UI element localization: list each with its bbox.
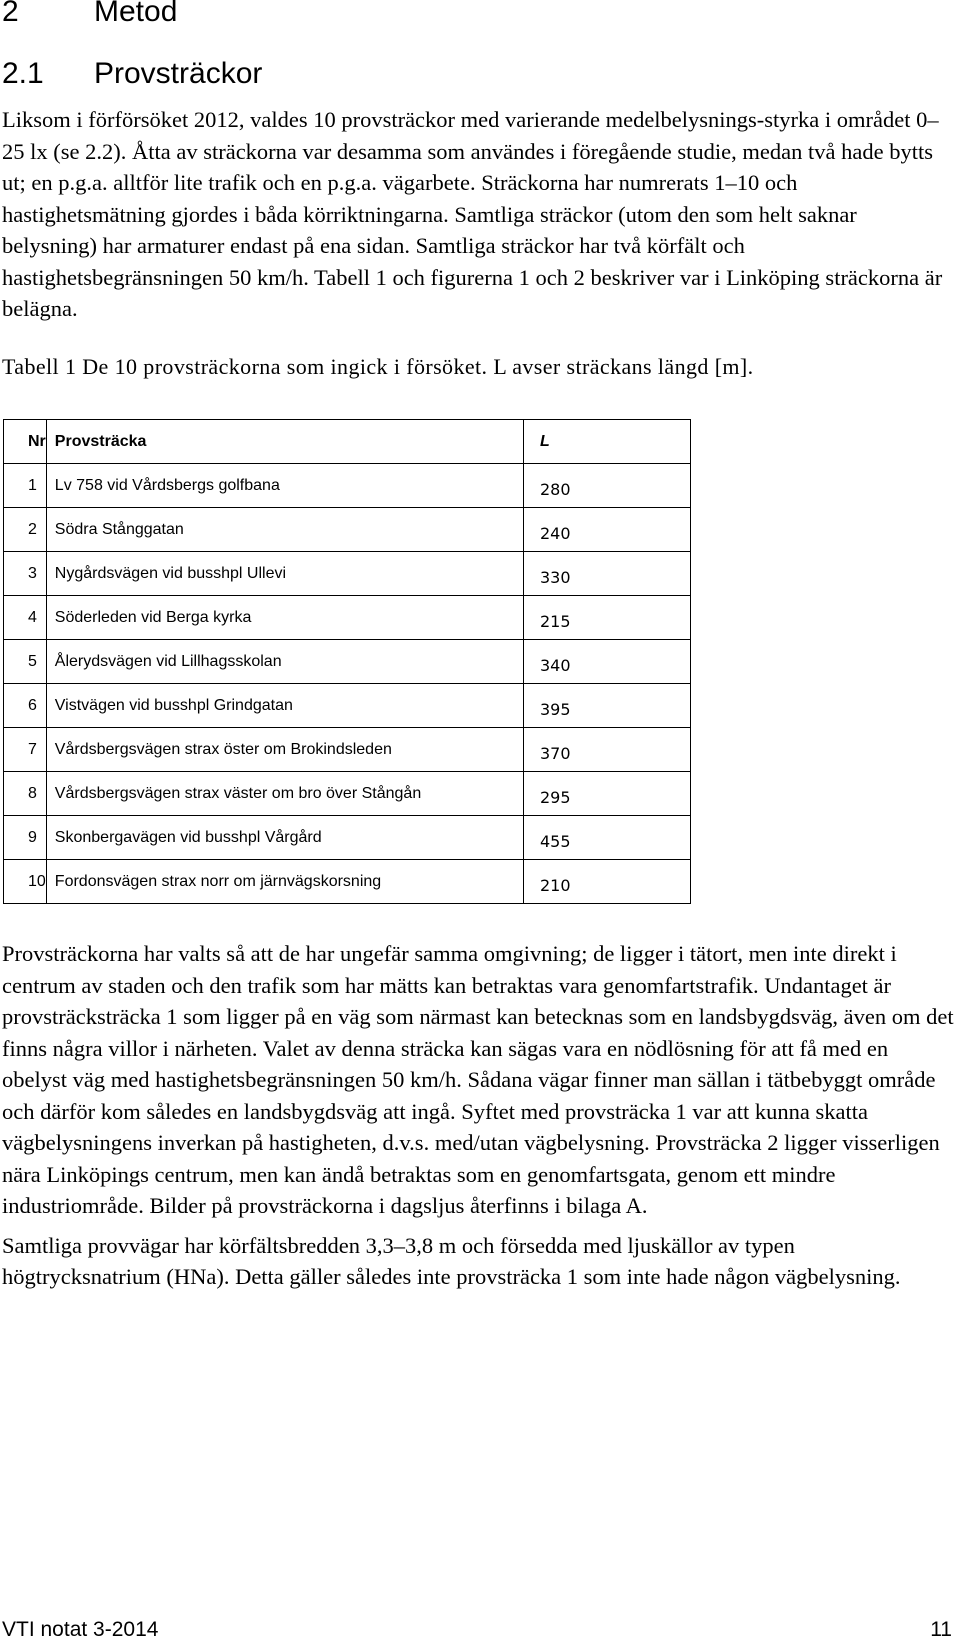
table-row (4, 508, 691, 552)
footer-page-number: 11 (930, 1618, 952, 1641)
test-sections-table (3, 419, 691, 904)
cell-length: 210 (524, 864, 691, 908)
table-row (4, 860, 691, 904)
cell-nr: 7 (4, 728, 47, 772)
header-name: Provsträcka (46, 420, 523, 464)
subsection-title: Provsträckor (94, 57, 263, 90)
section-number: 2 (2, 0, 19, 28)
cell-name: Nygårdsvägen vid busshpl Ullevi (46, 552, 523, 596)
cell-name: Skonbergavägen vid busshpl Vårgård (46, 816, 523, 860)
cell-name: Södra Stånggatan (46, 508, 523, 552)
cell-name: Lv 758 vid Vårdsbergs golfbana (46, 464, 523, 508)
table-body (4, 464, 691, 904)
cell-name: Söderleden vid Berga kyrka (46, 596, 523, 640)
cell-length: 295 (524, 776, 691, 820)
cell-nr: 10 (4, 860, 47, 904)
cell-name: Vårdsbergsvägen strax öster om Brokindsleden (46, 728, 523, 772)
cell-nr: 4 (4, 596, 47, 640)
body-paragraph (2, 938, 954, 1293)
cell-length: 370 (524, 732, 691, 776)
cell-length: 280 (524, 468, 691, 512)
cell-nr: 5 (4, 640, 47, 684)
cell-nr: 1 (4, 464, 47, 508)
cell-length: 240 (524, 512, 691, 556)
section-title: Metod (94, 0, 178, 28)
table-row (4, 684, 691, 728)
table-row (4, 816, 691, 860)
table-row (4, 640, 691, 684)
cell-name: Fordonsvägen strax norr om järnvägskorsning (46, 860, 523, 904)
table-row (4, 772, 691, 816)
section-heading (2, 0, 177, 30)
table-row (4, 464, 691, 508)
cell-length: 215 (524, 600, 691, 644)
cell-nr: 3 (4, 552, 47, 596)
cell-nr: 9 (4, 816, 47, 860)
cell-length: 395 (524, 688, 691, 732)
cell-name: Vistvägen vid busshpl Grindgatan (46, 684, 523, 728)
intro-paragraph: Liksom i förförsöket 2012, valdes 10 provsträckor med varierande medelbelysnings-styrka i området 0–25 lx (se 2.2). Åtta av sträckorna var desamma som användes i föregående studie, medan två hade bytts ut; en p.g.a. alltför lite trafik och en p.g.a. vägarbete. Sträckorna har numrerats 1–10 och hastighetsmätning gjordes i båda körriktningarna. Samtliga sträckor (utom den som helt saknar belysning) har armaturer endast på ena sidan. Samtliga sträckor har två körfält och hastighetsbegränsningen 50 km/h. Tabell 1 och figurerna 1 och 2 beskriver var i Linköping sträckorna är belägna. (2, 107, 943, 321)
cell-length: 340 (524, 644, 691, 688)
cell-nr: 6 (4, 684, 47, 728)
cell-nr: 8 (4, 772, 47, 816)
table-header-row (4, 420, 691, 464)
table-caption: Tabell 1 De 10 provsträckorna som ingick i försöket. L avser sträckans längd [m]. (2, 354, 754, 379)
header-length: L (524, 420, 691, 464)
header-nr: Nr (4, 420, 47, 464)
table-row (4, 552, 691, 596)
cell-length: 330 (524, 556, 691, 600)
body-paragraph-2: Samtliga provvägar har körfältsbredden 3,3–3,8 m och försedda med ljuskällor av typen högtrycksnatrium (HNa). Detta gäller således inte provsträcka 1 som inte hade någon vägbelysning. (2, 1232, 901, 1289)
body-paragraph-1: Provsträckorna har valts så att de har ungefär samma omgivning; de ligger i tätort, men inte direkt i centrum av staden och den trafik som har mätts kan betraktas vara genomfartstrafik. Undantaget är provsträcksträcka 1 som ligger på en väg som närmast kan betecknas som en landsbygdsväg, även om det finns några villor i närheten. Valet av denna sträcka kan sägas vara en nödlösning för att få med en obelyst väg med hastighetsbegränsningen 50 km/h. Sådana vägar finner man sällan i tätbebyggt område och därför kom således en landsbygdsväg att ingå. Syftet med provsträcka 1 var att kunna skatta vägbelysningens inverkan på hastigheten, d.v.s. med/utan vägbelysning. Provsträcka 2 ligger visserligen nära Linköpings centrum, men kan ändå betraktas som en genomfartsgata, genom ett mindre industriområde. Bilder på provsträckorna i dagsljus återfinns i bilaga A. (2, 941, 954, 1218)
table-row (4, 596, 691, 640)
cell-nr: 2 (4, 508, 47, 552)
cell-name: Ålerydsvägen vid Lillhagsskolan (46, 640, 523, 684)
cell-name: Vårdsbergsvägen strax väster om bro över Stångån (46, 772, 523, 816)
footer-publication: VTI notat 3-2014 (2, 1618, 159, 1641)
cell-length: 455 (524, 820, 691, 864)
subsection-number: 2.1 (2, 57, 44, 90)
table-row (4, 728, 691, 772)
subsection-heading (2, 56, 262, 92)
